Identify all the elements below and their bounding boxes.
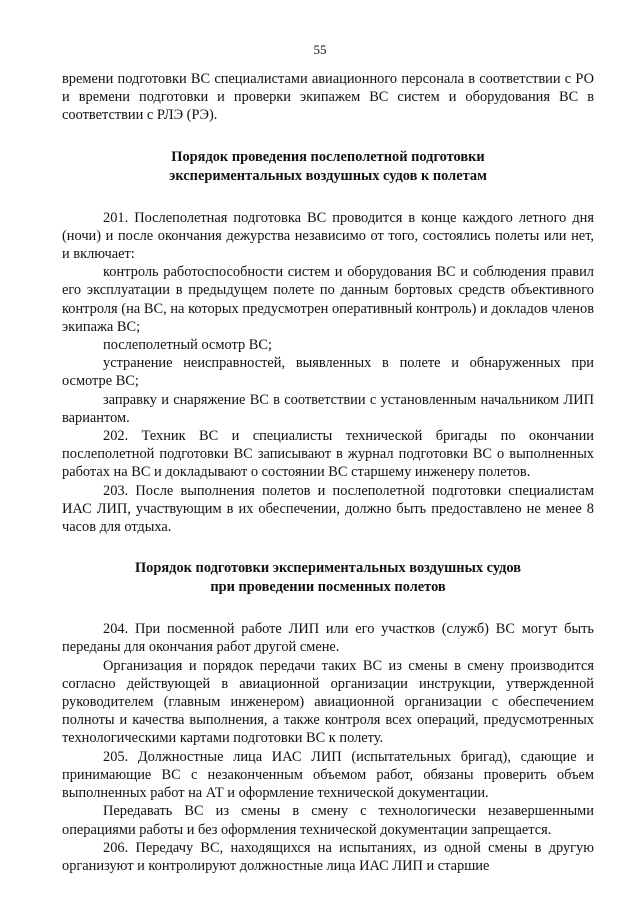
- paragraph: Организация и порядок передачи таких ВС из смены в смену производится согласно действующей в авиационной организации инструкции, утвержденной руководителем (главным инженером) авиационной организации с обеспечением полноты и качества выполнения, а также контроля всех операций, предусмотренных технологическими картами подготовки ВС к полету.: [62, 657, 594, 747]
- paragraph-204: 204. При посменной работе ЛИП или его участков (служб) ВС могут быть переданы для окончания работ другой смене.: [62, 621, 594, 656]
- paragraph-202: 202. Техник ВС и специалисты технической бригады по окончании послеполетной подготовки ВС записывают в журнал подготовки ВС о выполненных работах на ВС и докладывают о состоянии ВС старшему инженеру полетов.: [62, 428, 594, 481]
- paragraph-201: 201. Послеполетная подготовка ВС проводится в конце каждого летного дня (ночи) и после окончания дежурства независимо от того, состоялись полеты или нет, и включает:: [62, 209, 594, 263]
- section-heading-line: Порядок проведения послеполетной подготовки: [171, 148, 485, 165]
- section-heading-shift-flights: [62, 559, 594, 597]
- list-item: устранение неисправностей, выявленных в полете и обнаруженных при осмотре ВС;: [62, 355, 594, 390]
- document-body: [62, 70, 594, 875]
- list-item: заправку и снаряжение ВС в соответствии с установленным начальником ЛИП вариантом.: [62, 391, 594, 426]
- paragraph-206: 206. Передачу ВС, находящихся на испытаниях, из одной смены в другую организуют и контролируют должностные лица ИАС ЛИП и старшие: [62, 839, 594, 874]
- list-item: послеполетный осмотр ВС;: [103, 337, 272, 354]
- page-number: 55: [313, 42, 327, 57]
- section-heading-line: Порядок подготовки экспериментальных воздушных судов: [134, 560, 521, 577]
- section-heading-postflight: [62, 148, 594, 186]
- paragraph-continued: времени подготовки ВС специалистами авиационного персонала в соответствии с РО и времени подготовки и проверки экипажем ВС систем и оборудования ВС в соответствии с РЛЭ (РЭ).: [62, 71, 594, 124]
- list-item: контроль работоспособности систем и оборудования ВС и соблюдения правил его эксплуатации в предыдущем полете по данным бортовых средств объективного контроля (на ВС, на которых предусмотрен оперативный контроль) и докладов членов экипажа ВС;: [62, 264, 594, 335]
- paragraph-205: 205. Должностные лица ИАС ЛИП (испытательных бригад), сдающие и принимающие ВС с незаконченным объемом работ, обязаны проверить объем выполненных работ на АТ и оформление технической документации.: [62, 748, 594, 802]
- paragraph-203: 203. После выполнения полетов и послеполетной подготовки специалистам ИАС ЛИП, участвующим в их обеспечении, должно быть предоставлено не менее 8 часов для отдыха.: [62, 482, 594, 536]
- section-heading-line: экспериментальных воздушных судов к полетам: [169, 167, 487, 184]
- section-heading-line: при проведении посменных полетов: [210, 579, 446, 596]
- paragraph: Передавать ВС из смены в смену с технологически незавершенными операциями работы и без оформления технической документации запрещается.: [62, 803, 594, 838]
